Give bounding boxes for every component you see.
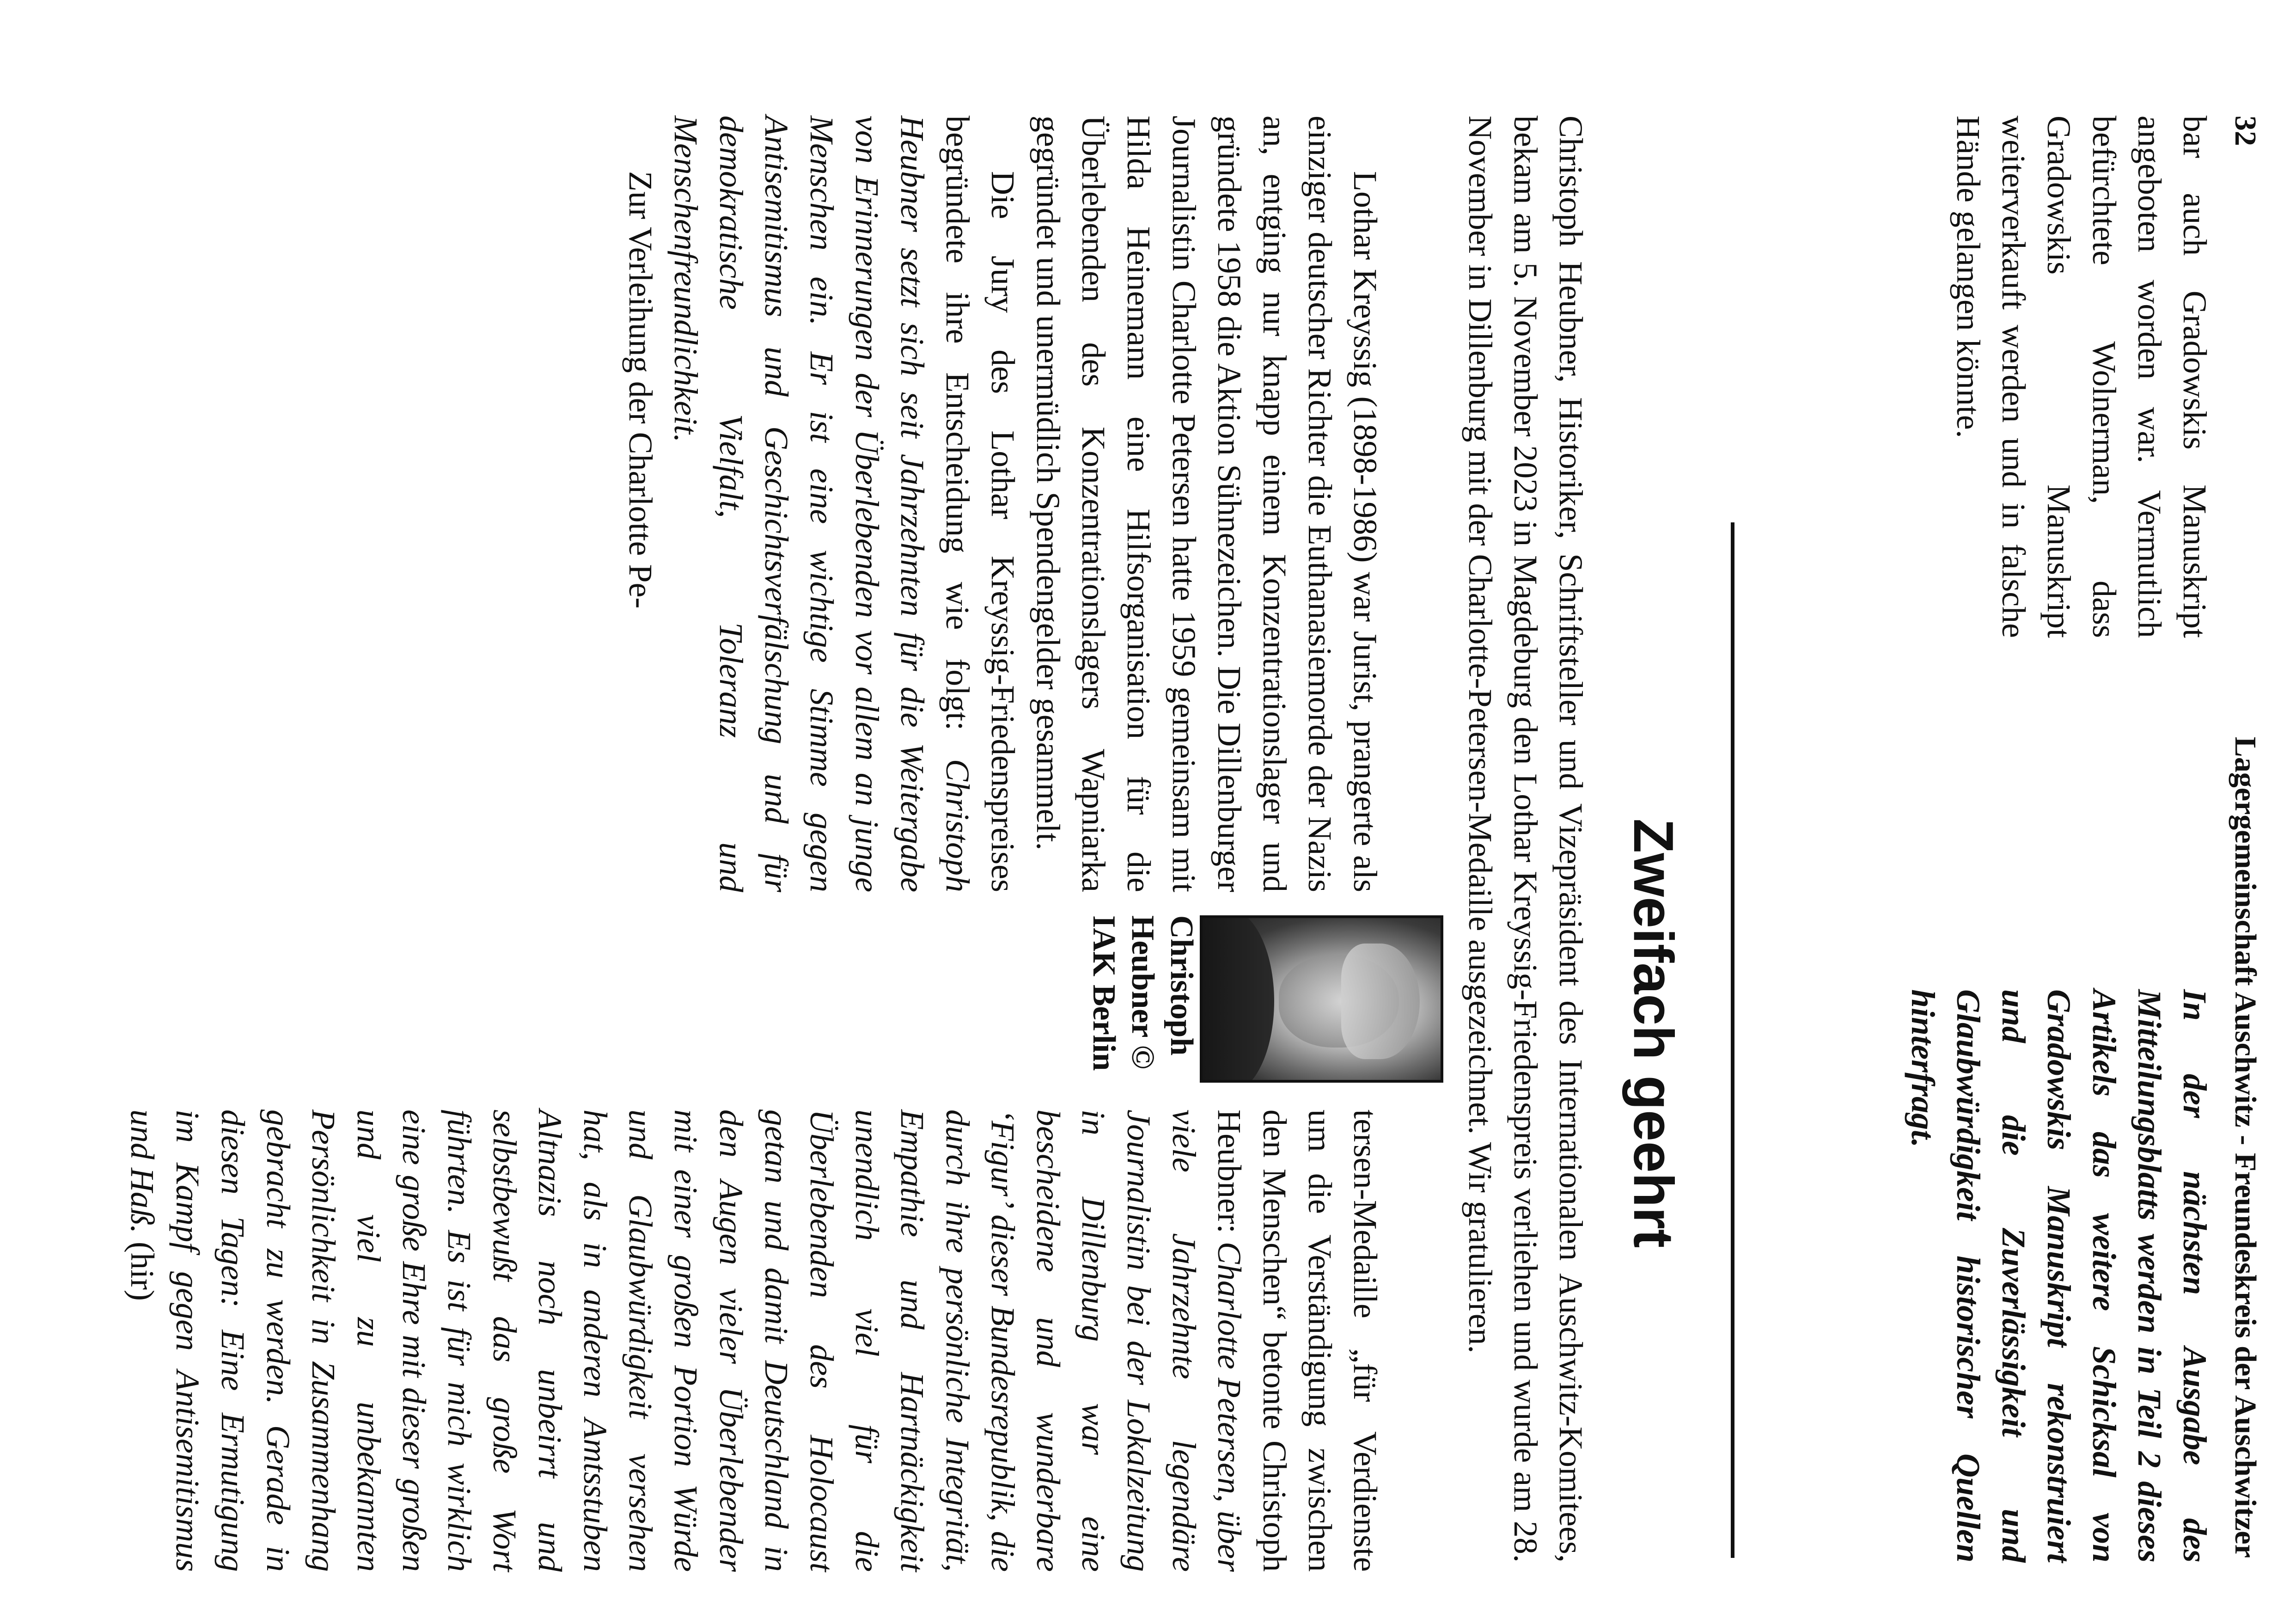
photo-shoulders: [1200, 915, 1274, 1083]
jury-paragraph: [663, 116, 1026, 892]
continuation-text: bar auch Gradowskis Manuskript angeboten worden war. Vermutlich befürchtete Wolnerman, dass Gradowskis Manuskript weiterverkauft werden und in falsche Hände gelangen könnte.: [1950, 116, 2213, 638]
kreyssig-paragraph: Lothar Kreyssig (1898-1986) war Jurist, prangerte als einziger deutscher Richter die Euthanasiemorde der Nazis an, entging nur knapp einem Konzentrationslager und gründete 1958 die Aktion Sühnezeichen. Die Dillenburger Journalistin Charlotte Petersen hatte 1959 gemeinsam mit Hilda Heinemann eine Hilfsorganisation für die Überlebenden des Konzentrationslagers Wapniarka gegründet und unermüdlich Spendengelder gesammelt.: [1030, 116, 1384, 892]
medal-paragraph: [120, 1109, 1388, 1572]
page-header: [2227, 116, 2264, 1558]
medal-intro: tersen-Medaille „für Verdienste um die Verständigung zwischen den Menschen“ betonte Christoph Heubner:: [1211, 1109, 1384, 1572]
continuation-column: [1946, 116, 2217, 638]
author-initials: (hir): [124, 1233, 161, 1301]
next-issue-teaser: [1900, 989, 2217, 1563]
portrait-photo: [1200, 915, 1443, 1083]
running-title: Lagergemeinschaft Auschwitz - Freundeskreis der Auschwitzer: [2229, 736, 2262, 1558]
jury-quote: Christoph Heubner setzt sich seit Jahrzehnten für die Weitergabe von Erinnerungen der Überlebenden vor allem an junge Menschen ein. Er ist eine wichtige Stimme gegen Antisemitismus und Geschichtsverfälschung und für demokratische Vielfalt, Toleranz und Menschenfreundlichkeit.: [667, 116, 976, 892]
jury-intro: Die Jury des Lothar Kreyssig-Friedenspreises begründete ihre Entscheidung wie folgt:: [939, 116, 1021, 892]
heubner-quote: Charlotte Petersen, über viele Jahrzehnte legendäre Journalistin bei der Lokalzeitung in Dillenburg war eine bescheidene und wunderbare ‘Figur’ dieser Bundesrepublik, die durch ihre persönliche Integrität, Empathie und Hartnäckigkeit unendlich viel für die Überlebenden des Holocaust getan und damit Deutschland in den Augen vieler Überlebender mit einer großen Portion Würde und Glaubwürdigkeit versehen hat, als in anderen Amtsstuben Altnazis noch unbeirrt und selbstbewußt das große Wort führten. Es ist für mich wirklich eine große Ehre mit dieser großen und viel zu unbekannten Persönlichkeit in Zusammenhang gebracht zu werden. Gerade in diesen Tagen: Eine Ermutigung im Kampf gegen Antisemitismus und Haß.: [124, 1109, 1248, 1572]
photo-caption: Christoph Heubner © IAK Berlin: [1086, 915, 1199, 1071]
top-divider-rule: [1731, 522, 1734, 1558]
article-column-left: [618, 116, 1388, 892]
lead-paragraph: Christoph Heubner, Historiker, Schriftsteller und Vizepräsident des Internationalen Auschwitz-Komitees, bekam am 5. November 2023 in Magdeburg den Lothar Kreyssig-Friedenspreis verliehen und wurde am 28. November in Dillenburg mit der Charlotte-Petersen-Medaille ausgezeichnet. Wir gratulieren.: [1462, 116, 1589, 1563]
article-headline: Zweifach geehrt: [1622, 818, 1685, 1248]
article-lead: [1458, 116, 1594, 1563]
photo-hair: [1341, 944, 1420, 1059]
article-column-right: [120, 1109, 1388, 1572]
page-number: 32: [2229, 116, 2262, 146]
teaser-text: In der nächsten Ausgabe des Mitteilungsblatts werden in Teil 2 dieses Artikels das weitere Schicksal von Gradowskis Manuskript rekonstruiert und die Zuverlässigkeit und Glaubwürdigkeit historischer Quellen hinterfragt.: [1905, 989, 2213, 1563]
medal-intro-paragraph: Zur Verleihung der Charlotte Pe-: [622, 171, 659, 609]
